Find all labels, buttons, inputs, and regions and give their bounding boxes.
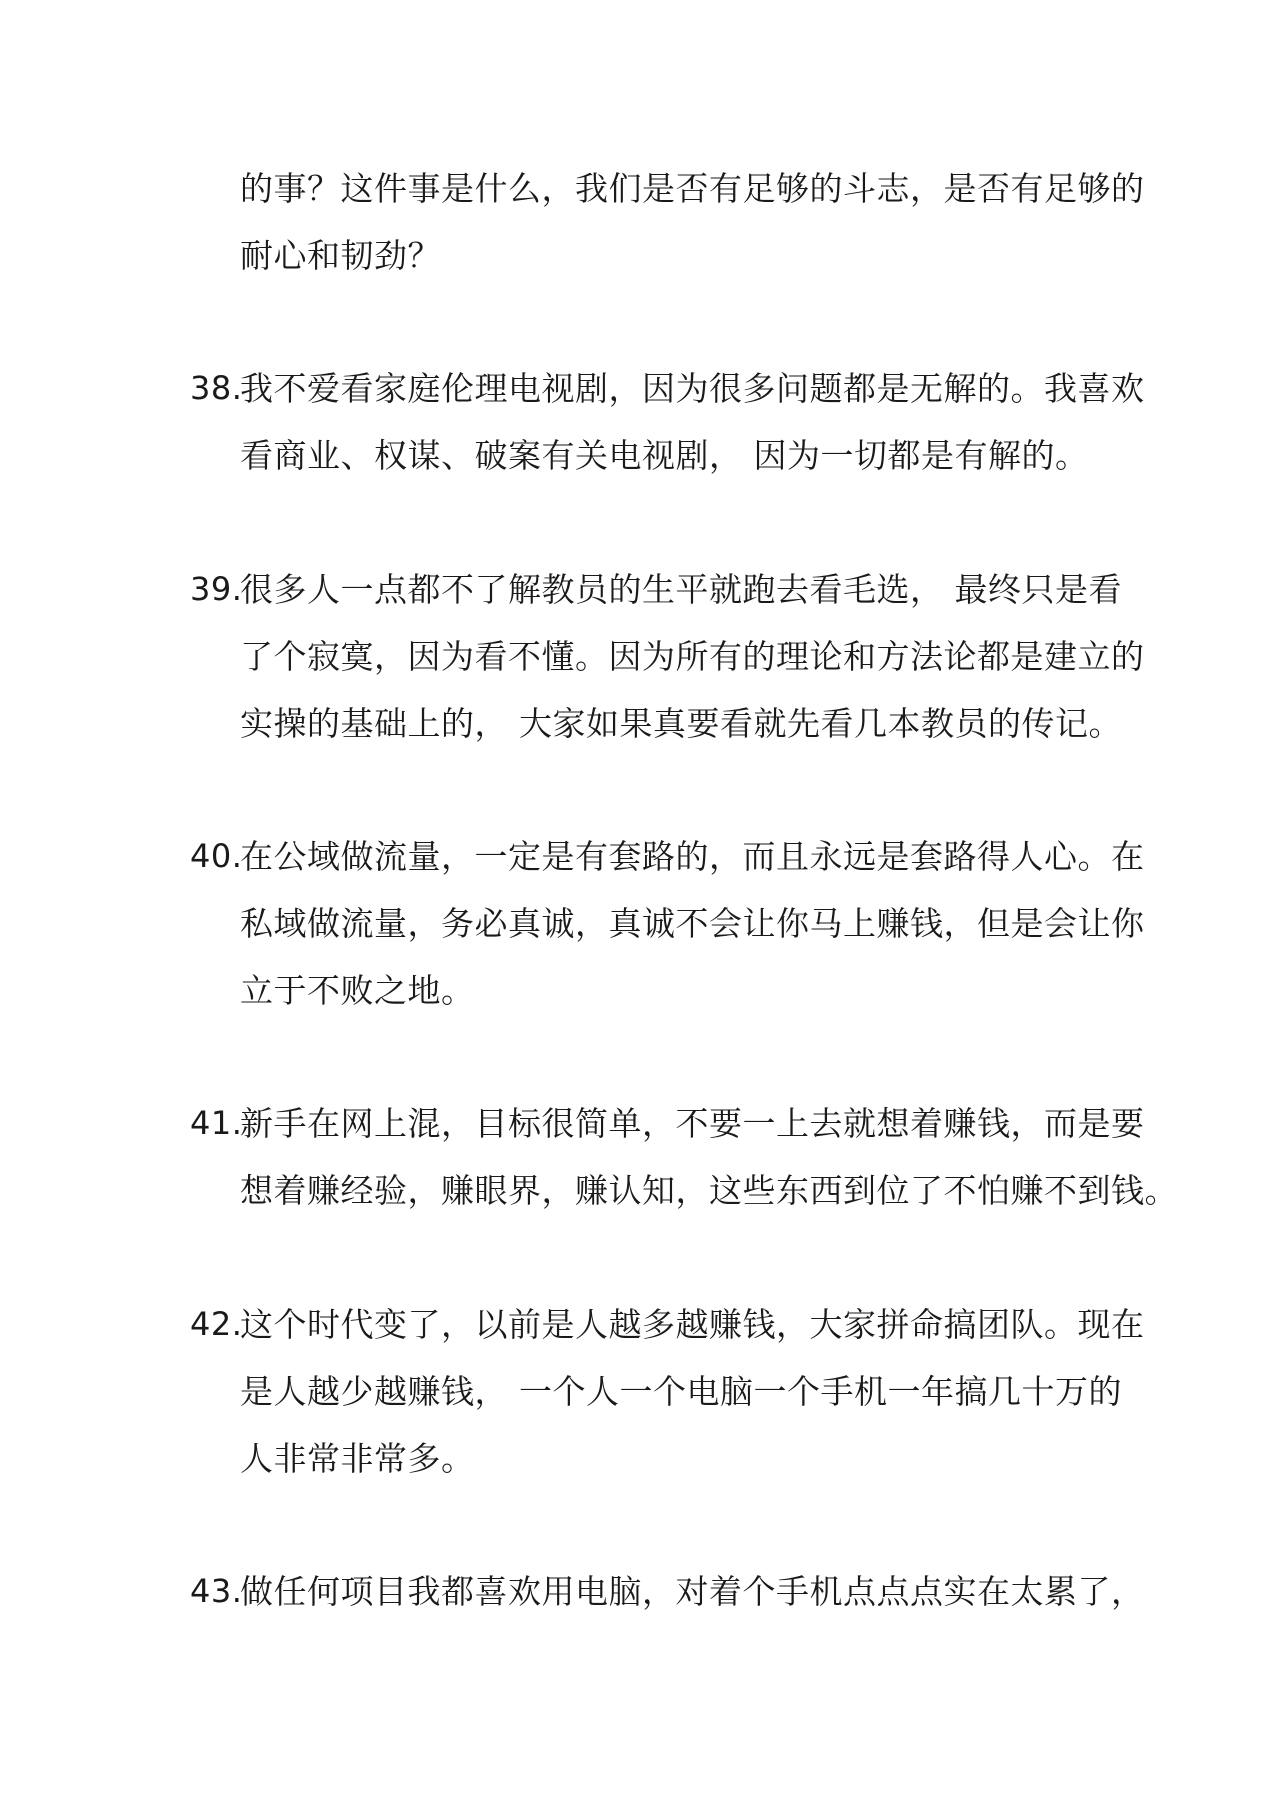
list-item [190,155,1145,289]
item-number: 43. [190,1572,243,1610]
item-line: 39. 很多人一点都不了解教员的生平就跑去看毛选， 最终只是看 [190,556,1090,623]
list-item [190,1090,1178,1224]
list-item [190,823,1145,1024]
item-line: 私域做流量，务必真诚，真诚不会让你马上赚钱，但是会让你 [240,904,1145,943]
item-number: 39. [190,570,243,608]
list-item [190,355,1145,489]
item-line: 了个寂寞，因为看不懂。因为所有的理论和方法论都是建立的 [240,637,1145,676]
item-line: 43. 做任何项目我都喜欢用电脑，对着个手机点点点实在太累了， [190,1558,1090,1625]
item-number: 41. [190,1104,243,1142]
item-number: 42. [190,1305,243,1343]
item-line: 立于不败之地。 [240,971,475,1010]
item-line: 40. 在公域做流量，一定是有套路的，而且永远是套路得人心。在 [190,823,1090,890]
item-line: 41. 新手在网上混，目标很简单，不要一上去就想着赚钱，而是要 [190,1090,1090,1157]
item-number: 38. [190,369,243,407]
item-line: 实操的基础上的， 大家如果真要看就先看几本教员的传记。 [240,704,1122,743]
list-item [190,556,1145,757]
item-line: 38. 我不爱看家庭伦理电视剧，因为很多问题都是无解的。我喜欢 [190,355,1090,422]
item-line: 想着赚经验，赚眼界，赚认知，这些东西到位了不怕赚不到钱。 [240,1171,1178,1210]
item-line: 42. 这个时代变了，以前是人越多越赚钱，大家拼命搞团队。现在 [190,1291,1090,1358]
item-line: 人非常非常多。 [240,1439,475,1478]
item-line: 看商业、权谋、破案有关电视剧， 因为一切都是有解的。 [240,436,1089,475]
item-line: 的事？这件事是什么，我们是否有足够的斗志，是否有足够的 [240,169,1145,208]
item-number: 40. [190,837,243,875]
item-line: 是人越少越赚钱， 一个人一个电脑一个手机一年搞几十万的 [240,1372,1122,1411]
list-item [190,1558,1145,1625]
list-item [190,1291,1145,1492]
item-line: 耐心和韧劲？ [240,236,441,275]
